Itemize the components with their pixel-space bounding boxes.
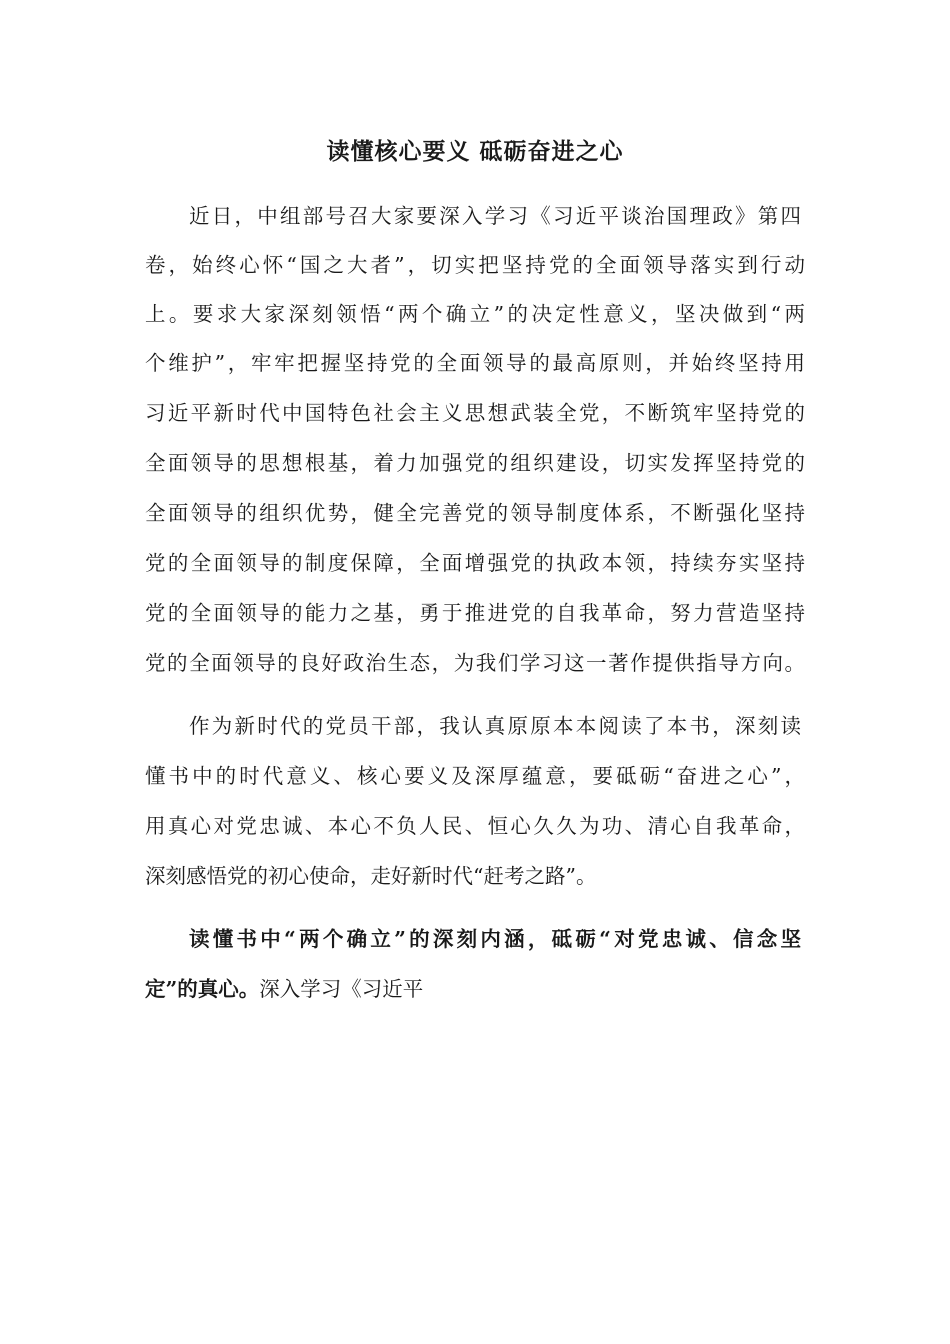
paragraph-3-line xyxy=(145,973,805,1005)
paragraph-2-line: 作为新时代的党员干部，我认真原原本本阅读了本书，深刻读 xyxy=(189,714,801,738)
document-title: 读懂核心要义 砥砺奋进之心 xyxy=(326,138,624,165)
paragraph-3-heading-end: 定”的真心。 xyxy=(145,977,260,1001)
paragraph-1-line: 党的全面领导的制度保障，全面增强党的执政本领，持续夯实坚持 xyxy=(145,551,805,575)
paragraph-3-body-text: 深入学习《习近平 xyxy=(259,977,424,1001)
paragraph-1-line: 个维护”，牢牢把握坚持党的全面领导的最高原则，并始终坚持用 xyxy=(145,351,805,375)
paragraph-2-line: 用真心对党忠诚、本心不负人民、恒心久久为功、清心自我革命， xyxy=(145,814,805,838)
paragraph-1-line: 全面领导的思想根基，着力加强党的组织建设，切实发挥坚持党的 xyxy=(145,451,805,475)
paragraph-2-line: 深刻感悟党的初心使命，走好新时代“赶考之路”。 xyxy=(145,864,597,888)
paragraph-1-line: 近日，中组部号召大家要深入学习《习近平谈治国理政》第四 xyxy=(189,204,801,228)
paragraph-2-line: 懂书中的时代意义、核心要义及深厚蕴意，要砥砺“奋进之心”， xyxy=(145,764,805,788)
paragraph-1-line: 党的全面领导的良好政治生态，为我们学习这一著作提供指导方向。 xyxy=(145,651,805,675)
paragraph-1-line: 习近平新时代中国特色社会主义思想武装全党，不断筑牢坚持党的 xyxy=(145,401,805,425)
paragraph-1-line: 上。要求大家深刻领悟“两个确立”的决定性意义，坚决做到“两 xyxy=(145,302,805,326)
paragraph-3-heading-line: 读懂书中“两个确立”的深刻内涵，砥砺“对党忠诚、信念坚 xyxy=(189,927,801,951)
paragraph-1-line: 卷，始终心怀“国之大者”，切实把坚持党的全面领导落实到行动 xyxy=(145,253,805,277)
paragraph-1-line: 党的全面领导的能力之基，勇于推进党的自我革命，努力营造坚持 xyxy=(145,601,805,625)
paragraph-1-line: 全面领导的组织优势，健全完善党的领导制度体系，不断强化坚持 xyxy=(145,501,805,525)
